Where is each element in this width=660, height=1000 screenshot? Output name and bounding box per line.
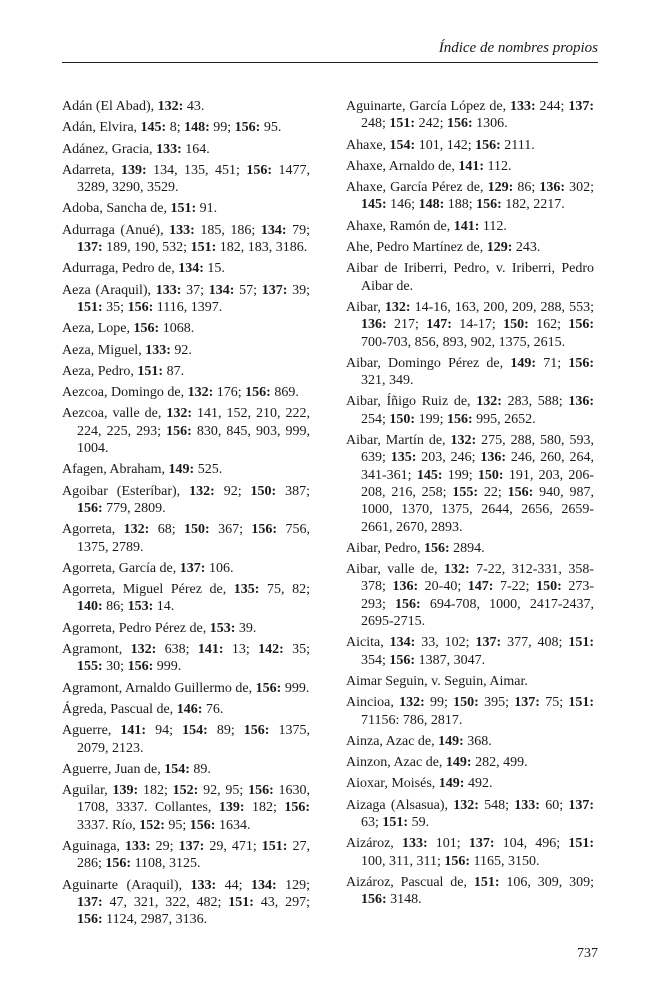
index-entry: Adurraga, Pedro de, 134: 15. xyxy=(62,261,225,277)
index-entry: Agorreta, Pedro Pérez de, 153: 39. xyxy=(62,620,257,636)
index-entry: Aioxar, Moisés, 149: 492. xyxy=(346,776,493,792)
index-entry: Aizaga (Alsasua), 132: 548; 133: 60; 137: 63; 151: 59. xyxy=(346,797,594,830)
index-entry: Adánez, Gracia, 133: 164. xyxy=(62,141,210,157)
index-entry: Aibar, Martín de, 132: 275, 288, 580, 593, 639; 135: 203, 246; 136: 246, 260, 264, 341-361; 145: 199; 150: 191, 203, 206-208, 216, 258; 155: 22; 156: 940, 987, 1000, 1370, 1375, 2644, 2656, 2659-2661, 2670, 2893. xyxy=(346,433,595,535)
index-entry: Aimar Seguin, v. Seguin, Aimar. xyxy=(346,673,528,689)
index-entry: Adán, Elvira, 145: 8; 148: 99; 156: 95. xyxy=(62,120,282,136)
index-entry: Ainza, Azac de, 149: 368. xyxy=(346,733,492,749)
index-entry: Aeza, Pedro, 151: 87. xyxy=(62,363,185,379)
index-entry: Aeza (Araquil), 133: 37; 134: 57; 137: 39; 151: 35; 156: 1116, 1397. xyxy=(62,282,311,315)
index-entry: Aeza, Miguel, 133: 92. xyxy=(62,342,192,358)
index-entry: Adarreta, 139: 134, 135, 451; 156: 1477, 3289, 3290, 3529. xyxy=(62,162,311,196)
index-entry: Aguinarte, García López de, 133: 244; 137: 248; 151: 242; 156: 1306. xyxy=(346,99,594,132)
index-entry: Aguerre, Juan de, 154: 89. xyxy=(62,761,211,777)
index-entry: Agorreta, 132: 68; 150: 367; 156: 756, 1375, 2789. xyxy=(62,522,310,555)
index-entry: Aguinaga, 133: 29; 137: 29, 471; 151: 27, 286; 156: 1108, 3125. xyxy=(62,838,311,872)
index-entry: Aguerre, 141: 94; 154: 89; 156: 1375, 2079, 2123. xyxy=(62,723,310,756)
index-entry: Ágreda, Pascual de, 146: 76. xyxy=(62,701,224,717)
index-entry: Adoba, Sancha de, 151: 91. xyxy=(62,201,218,217)
index-entry: Adurraga (Anué), 133: 185, 186; 134: 79; 137: 189, 190, 532; 151: 182, 183, 3186. xyxy=(62,222,311,256)
page-number: 737 xyxy=(577,946,598,961)
index-entry: Aguilar, 139: 182; 152: 92, 95; 156: 1630, 1708, 3337. Collantes, 139: 182; 156: 3337. Río, 152: 95; 156: 1634. xyxy=(62,783,311,833)
index-entry: Aincioa, 132: 99; 150: 395; 137: 75; 151: 71156: 786, 2817. xyxy=(346,695,595,728)
index-entry: Aibar, valle de, 132: 7-22, 312-331, 358-378; 136: 20-40; 147: 7-22; 150: 273-293; 156: 694-708, 1000, 2417-2437, 2695-2715. xyxy=(346,562,594,630)
index-entry: Aibar, Domingo Pérez de, 149: 71; 156: 321, 349. xyxy=(346,355,594,389)
index-entry: Aibar, 132: 14-16, 163, 200, 209, 288, 553; 136: 217; 147: 14-17; 150: 162; 156: 700-703, 856, 893, 902, 1375, 2615. xyxy=(346,299,594,350)
index-entry: Aguinarte (Araquil), 133: 44; 134: 129; 137: 47, 321, 322, 482; 151: 43, 297; 156: 1124, 2987, 3136. xyxy=(62,877,311,928)
index-entry: Aibar, Pedro, 156: 2894. xyxy=(346,540,485,556)
index-entry: Aeza, Lope, 156: 1068. xyxy=(62,321,195,337)
index-entry: Agoibar (Esteríbar), 132: 92; 150: 387; 156: 779, 2809. xyxy=(62,483,311,516)
running-header xyxy=(62,38,598,66)
index-entry: Ahaxe, Arnaldo de, 141: 112. xyxy=(346,158,512,174)
index-entry: Aizároz, 133: 101; 137: 104, 496; 151: 100, 311, 311; 156: 1165, 3150. xyxy=(346,836,594,869)
index-entry: Aezcoa, Domingo de, 132: 176; 156: 869. xyxy=(62,385,299,401)
index-entry: Agramont, 132: 638; 141: 13; 142: 35; 155: 30; 156: 999. xyxy=(62,642,311,675)
index-entry: Aezcoa, valle de, 132: 141, 152, 210, 222, 224, 225, 293; 156: 830, 845, 903, 999, 1004. xyxy=(62,406,311,457)
index-entry: Aicita, 134: 33, 102; 137: 377, 408; 151: 354; 156: 1387, 3047. xyxy=(346,635,594,668)
index-column-left xyxy=(62,98,310,932)
index-entry: Aibar de Iriberri, Pedro, v. Iriberri, Pedro Aibar de. xyxy=(346,261,594,294)
index-entry: Agorreta, García de, 137: 106. xyxy=(62,560,234,576)
index-entry: Aizároz, Pascual de, 151: 106, 309, 309; 156: 3148. xyxy=(346,874,594,908)
index-entry: Ahaxe, Ramón de, 141: 112. xyxy=(346,218,507,234)
index-entry: Aibar, Íñigo Ruiz de, 132: 283, 588; 136: 254; 150: 199; 156: 995, 2652. xyxy=(346,394,594,427)
header-title: Índice de nombres propios xyxy=(438,40,598,56)
index-entry: Ainzon, Azac de, 149: 282, 499. xyxy=(346,755,528,771)
index-entry: Afagen, Abraham, 149: 525. xyxy=(62,462,223,478)
index-entry: Agramont, Arnaldo Guillermo de, 156: 999. xyxy=(62,680,310,696)
index-column-right xyxy=(346,98,594,912)
index-entry: Agorreta, Miguel Pérez de, 135: 75, 82; 140: 86; 153: 14. xyxy=(62,582,311,615)
index-entry: Ahaxe, García Pérez de, 129: 86; 136: 302; 145: 146; 148: 188; 156: 182, 2217. xyxy=(346,180,595,213)
index-entry: Ahaxe, 154: 101, 142; 156: 2111. xyxy=(346,137,535,153)
index-entry: Ahe, Pedro Martínez de, 129: 243. xyxy=(346,240,541,256)
index-entry: Adán (El Abad), 132: 43. xyxy=(62,99,205,114)
header-rule xyxy=(62,62,598,63)
